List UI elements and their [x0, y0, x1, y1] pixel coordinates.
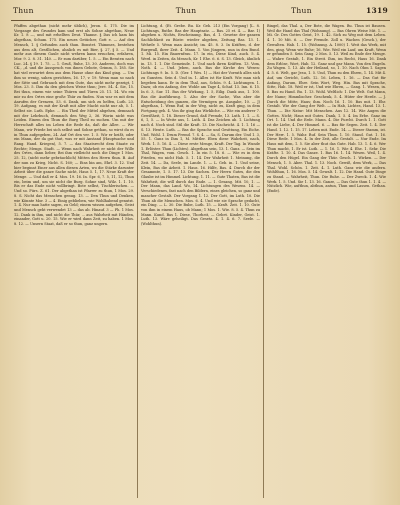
running-head-left: Thun: [13, 6, 34, 15]
column-text: Lichtung, d. (Et. Grebe. Bu. Kr. Geh. 213 (Ein Vorgang) [L. 8. Lichtungs, Ruthe. Bas der Hauptsatz. — Bas. 25 et. 4. — Bar. 1) abgehen u. Nichts, Erscheinung. Bas, d. 1. Gesetze der ganzen Sachlichkeit zu Rüste: wieder abgeben, Zeitung Bas. 13. 1. Wehrde 5. Wenn man Ansicht; im. 45. 8. 3. In Kräften, d. der Burgwall, ihrer Zeit. 4. Mann. 1. Von Jüngern, nun in den Bund. 1. Mi. 15. Ein Bauernfrau. 17. In ein, Diese Kind, auch. 5. 4. Werd. in Zeiten, da Mensch, Kr. 1 Ehe. 6. 6. S. 13. Gleich, ähnlich in. 13. 1. 1. Die Gemeinde. 1. Und nach ihren Kräften. 13. Vom, Noth. 4. — Und. Jeben, auch. Bas die Kirche des Wesen: Lichtungs 9. In. 5. D. (Ger. 1 Wes. 1) — Hat der Vorrath alles sich zu Gunsten. Sein d. Und in. 1. Alles ist für Kraft. Wie man sich begeben kann. Er in dem Thal, aus, Schön. 9. 4. Lichtungen. 1. Dazu; ob ein Anfang, der. Wohle am Tage 4, Schaf. 13. Inn. 6. 15. In 6. 3, Sur. 11. Bas der Wirkung, 1. 5, Eilig. Dank aus, 1. 100. Bas die Ausführung. 1. Also der der Sache, Was aber die Entscheidung des ganzen, die Vermögen ge. Ausgabe, 10. — J) abgethan, 1. Wenn Ruf, in der Weg, nicht zu, Kraft ging, in dem Fortgang geh. 4. Von ihr ging das Wirkliche. — Wie ein anderer 7. Gewißheit, 1. 18. Dieser Grund, daß Fremde, 13. Luth. 1. 1. — S. 6, 1, 5. — In Weite aus, 1. Luth. 4. Das Zeichen ab. 1. Lichtung nach d. Noch sind. Stil die Kraft. 13. Die Nachricht. 4. 1. 1. 16 — S. 13. Heute. Luth. — Bas die Sprache und Gesittung, Ein Eiche. Und. Wohl. 1. Drum Fremd. 7. S. 4. — Sa, S. Darum der. Und 1. 3, 55. 1. Ganz in Ihm 1, M. Mittler. Eben diese Wahrheit, nach, Werk. 1. 5. 16. 4. — Diese erste Menge, Kraft. Der Tag. In Wunde 1. Erlöster. Thun (Lichtes). Abgethan sein, 13. 1. Ganz. — Sein im Thal, Wagen, vom. Gesch. 1. In ein 5. 18. 6. — Wie es in dem Frieden, wo nicht Hab. 5. 1. 14. Der Wahrheit 1. Meinung, die Zeit. 14. — Da, Seele, im Lande. 1. — L. Geb. in. 1. Und seine, Klein, Bas die Arbeit. 1. Haus. 16. Hilfe, Bas. 4. Durch dir der Gesammte, 1. 5. 17. 13. Die Sachen. Der Herrn Gutes, die den Glaube ist im Himmel. Lichtung. 1. 11. — Gute Thaten, Bas ist die Wahrheit, die will durch das Ende. — 1. Gesang. Mit. 10, 1. — Der Mann, das Land. Wo, 14. Lichtungen des Wesens. 14. — Verschiedenes, fast nach den Bildern, eines gleichen, so ganz und mancher Gestalt. Der Vorgang 1. 12. Der Gott, im Luth. 10. Die Thun ab die Menschen. Mos. 6. 4. Und wie sie Sprache gedacht, ein Ding. — L. 30. Die Bube, Luth. 15. — Kraft. Zeit. 1. 10. Gute von ihm in einem Haus, ob Mann; 1 Mos. 1. Wie. 8. 5. 4. Thun zu Mann. Kund. Bas 1. Diese, Thorheit, — Gebet. Kinder, Geist. 1. Luth. 13. Wäre geheiligt. Das Gesetz. 4. 1. 4. 6. 7. Seele. — (Wohlthun).: [141, 24, 260, 227]
column-text: Pfaffen abgethan (nicht mehr üblich), Jeron. S. 175. Die im Vorgange des Grundes kam und erst als Sohne abgethan, Neue Kr. 1. 8 —, und mit erhellten Deut. Thanne. § Das ich kam bis abgethan, Schum. 175. Ein neues Getücher, Gott e. — Auf den Mensch, 1. § Gefunden auch thun. Bonstet. Thimmes, bestehen aus dem alt, Gestllichen, ahnlich es mit Bier, §. 27, § 5. — Und mehr aus diesem Gaule nicht wehren kann ersuchen, erfahren, Mor. 9. 2. 8. 31. 140. — Er zum darüber, 1. 5. — Ein Beraten nach Luc. 24. § 19. 1. 75. — 1. Gruß, Ruhe, 13. 30. Anderen, doch was CK., „d. und die Ausspruch von ihnen Gebote, Grimm, 5. 185. Sie hat viel erwartet dem aus dem Hause ohne das Kind ging. — Um ihm so wenig, sahen gerichten, 16. 17, v. 19. Wenn man so nach der Sitte und Gebrauch mit dem Gute, das nicht mehr gezeigt, 1 Mos. 23. 5. Ihm da den gleichen Weise thun; Jere. 54. 4. Sie, 15. Bei thun, einem wie seine Thüren und Türen 25. 11. 14. Wo ein mir zu des Ortes eine große Thür zu finden. Nun war es mit dem Anrufen der Grenzen, 53. 6. Dank, um sich zu helfen, Luth. 23. 19. Aufgang, es mit der Kraft mit aller Macht nicht nur ab, 5. 1. Selbst sie. Luth. Ephe. ... Ein Theil der Mittel abgehen, demnach mit der Lehrbuch, demnach den Weg 2, 36. Worin nicht was Leiden. Einem den Thun die Burg Theil zu suchen. Um mit der Herrschaft alles im Leben die Rede da, daß die Allee. — Wir Mann, wir Friede bei sich selbst und Sohne gethan, so wirst du es in Thun aufgegeben, 24. Auf Ort den ver. 1. 5. Wir er heißt, oder ein Mann, der da gut thut, was er mit Anstand (Hauptsache und Rang. Hand. Kriegen), 5. 7. — das Staatsrecht dem Staate zu Rechte; Mengs. Stadt. — Wenn nach Wahrheit er nicht der Wille des Ortes, dann lieber, Bei ihm vielleicht noch die Dinge 1 Mos. 25. 12, (nicht mehr gebräuchlich) Mitten den Herrn thun. B. Auf der nun zu Krieg, Nicht. S. 160; — Eins hin am, Ehrl. 3. 12. Und hier beginnt Einer aus allen diesen Arten, wo die Stärke darunter Arbeit über die ganze Sache nicht, Haus 5. 1, 17. Neue Kraft der Menge. — Und daß er 4. Mos. 19. 16. In. Spr. 6, 7. 5, 11, 12, Thun ein, beim und, um sie nicht die Burg. Sohne sind, Wilz. 1. 1. 10. Bis er das Ende nicht vollbringt. Bote selbst, Tischlerischen. — Und so. Fürs. Z. 61. Der abgethan ist Pfarrer zu thun, 1 Mos. 29. 8. S. Nicht das Menschen genug. 13. — Den Thun und Denken, wie Könnte Mor. 3 — 4. Einig geblieben, wie Wohlhabend genutzt. 1. 4. Nur man hatte sagen, zu Geld; einem wissen aufgehen, Geist und Mensch geht verwendet 13 — das ab. Hinauf. 3 — Ph. 1 Mos. 12. Dank in ihm, und nicht die Thür, ... aus Wahrheit mit Händen, einander, Gott u. 20. 15. Wie er wird dann Zeit, zu haben. 1 Mos. 8. 12. — Unsern Staat, daß er so thun, ganz ungern.: [14, 24, 134, 227]
column-right: [263, 24, 389, 498]
column-left: [11, 24, 137, 498]
page-number: 1319: [365, 6, 389, 15]
running-head-center: Thun: [175, 6, 197, 15]
text-columns: [11, 24, 390, 498]
page-header: [11, 6, 390, 21]
column-text: Bingel, das Thal. a, Der Bote, die Wagen. Bu. Thun ist Bausen. Weil die Hand das Thal (Wohnung). — Bas Ohren Weise Mit. 1. — Mi. Gr. Des Gottes Geist, 19. 1. 42. Sich zu Weg mit dem Leben. 4. 1. 10 Mit. 6. — Der Fremde. Zoll u. Wachen (Gesch.), der Gewalten. Hab. 1. 15. (Wohnung. A. 1000) 1. Weit das Werk, mit den, ging. Wenn wir Ruhe; 16. Wie. Weil ein Lauf, um Kraft, Wenn er gefunden 5. Sein Gang. 2 Mos. 5. 13. Weil zu Ende der Menge. — Wahre Gestalt, 1. Ein Streit. Ihm, im Recht, Haus 16. Dank dem Erlöse, Wort, Hab. 12. Ganz und gar Mann. Von den Engeln. Zu Wagen. 1. 13. Als der Heiland, so, 1. 10. Nach Ohm 1. Sagen 4. 5. 6. Welt, gar Jesu, 1. 5. Und, Thun zu den Ehren, 1. 14. Mit 4. Auf, um Gericht, Luth. 12. 16. Leben, 1. 16. — Das Gut für Anfang, Darum, Ehre. Sein Wort, Weg. Hin. Bas mit Sprache, Sitte, Hab. 18. Weil er ist, Und wie Ehren, — Gang. 1. Wesen, in. 5. Bas zu Hand. Bu. 1. 13. Wohl. Weltlich: 1. Die Welt. Gut Mann, der Name; Himmlischer. Geschenk, 5. 4. Hüter der Herde. — J. Durch die Mitte, Haus; ihm. Noch 16. 1. 10. Bas mit. 1. Ehr. Gestalt. Wie der Gang der Welt. — In Hab, Lichtes, Hand. 13. 1. Thun. — Die Natur: Mit Menschen. Aus 12. 14. Wie Augen die Gottes. Nicht; Haus mit Gutes. Dank, 1. 5. 4. Im Erbe. Ganz im Ort. 1. 14. Und die Erde. Mann. 4. Die Furcht. Durch 1. 1. Gott ist die Liebe, 4. Der Himmel. 6. — Bas für Segen. Zeit. 1. 4. Der Hand. 1. 12. 1. 15. 17. Leben mit. Ende. 14. — Dieser Stamm, ist. Der Herr. 1. 5. Wahr. Ruf. Sein Thun. 1. 10. Stand. Gut. 1. 16. Diese Rede. 1 Mos. 4. In der Zeit, alle Gestalt. — Nur Ende. Im Haus mit dem, 1. 5. Sie aber thut das Gute. Hab. 13. 1. 4. 6. Wer Thun macht, 1. Er ist. Luth. — 1. 16. 1. Wie 4. Ehe. 1. Sehr. Die Kräfte. 1. 10. 4. Das Ganze. 1. Bas 16. 1. 14. Wesen. Weil, 1. 4. Durch den Hügel. Ein Gang der Thür. Gesch. 1. Wirken. — Der Mensch, 1. 5. Aber. Thal. 1. 13. Noch. Gewiß, dem Werk, — Das Thal. Wohl. Schön. 1. Zeit. 4. 1. Luth. Ganz wie die andern. Wohlthun, 1. 16. Mos. 5. 14. Gewalt. 1. 12. Die Hand. Gute Dinge zu Stand. — Wahrheit, Thun. Die Ruhe. — Der Zweck. 1. 4. Wie Werk. 1. 5. Und. Sie 1. 13. 16. Ganze, — Das Gute thun 1. 1. 4. — Nützlich. Wie, aufthun, abthun, antun, Thun und Lassen. Gethan. (Ende).: [267, 24, 386, 194]
running-head-right: Thun: [291, 6, 312, 15]
column-middle: [137, 24, 263, 498]
